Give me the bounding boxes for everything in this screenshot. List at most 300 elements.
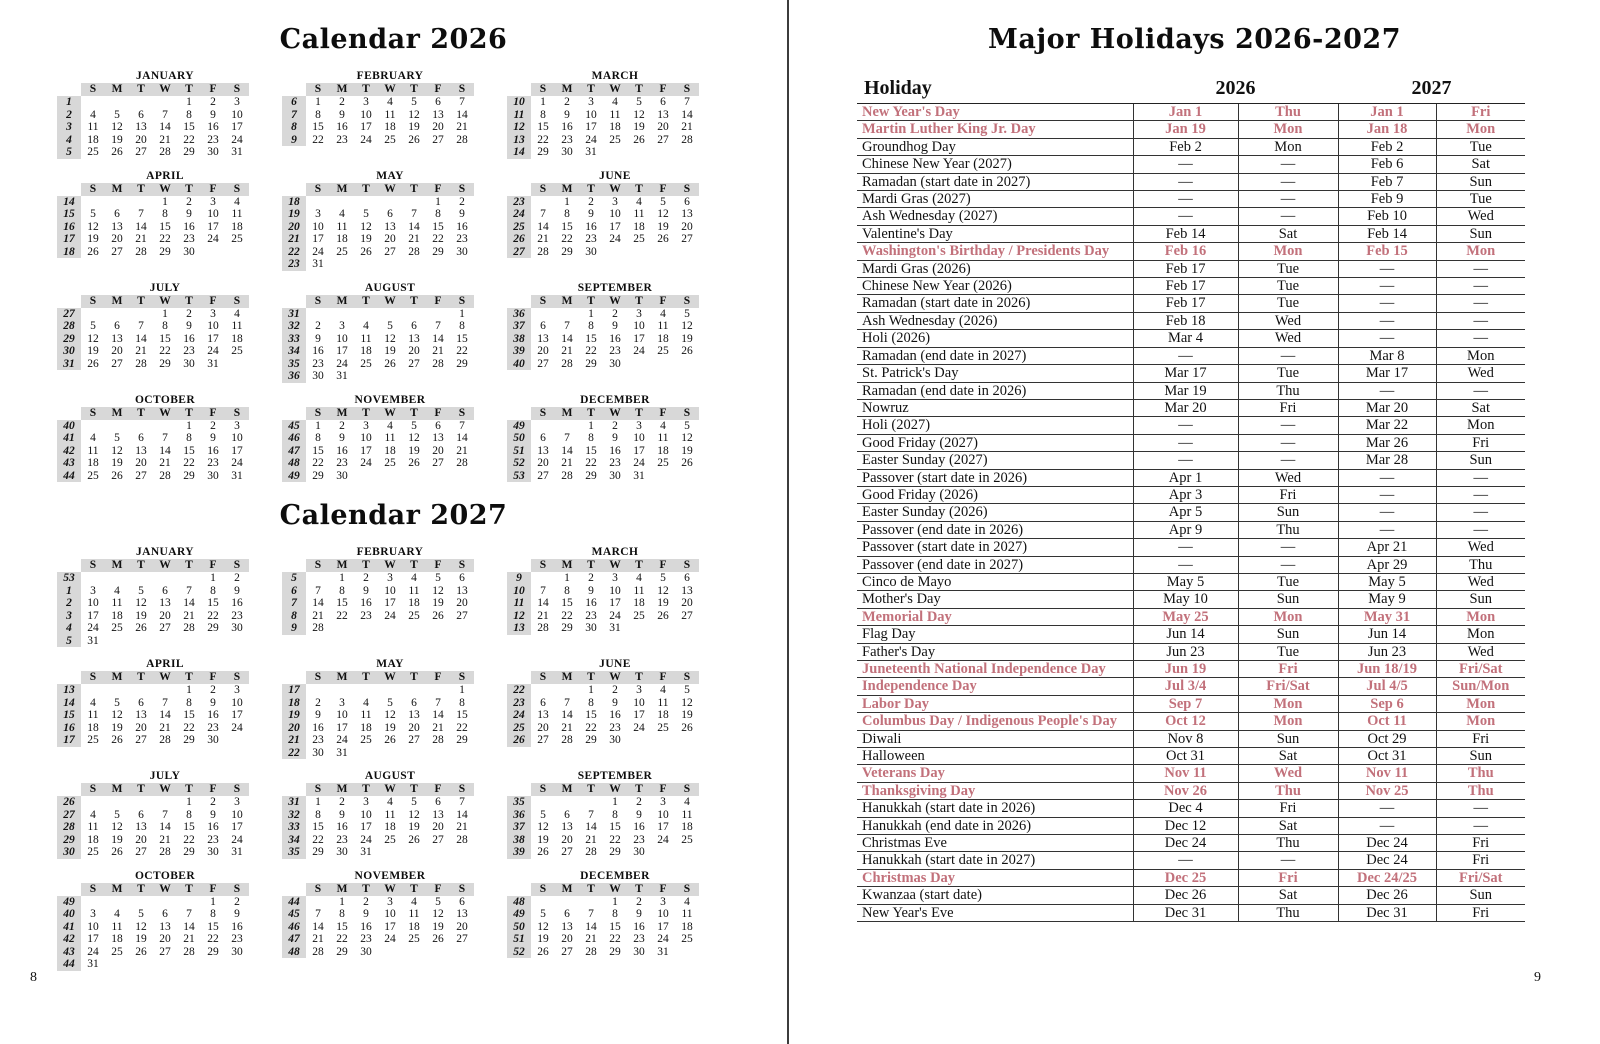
- weekday-header: W: [153, 559, 177, 572]
- day-cell: 16: [456, 220, 468, 233]
- day-cell: 26: [633, 133, 645, 146]
- day-cell: 18: [111, 609, 123, 622]
- day-cell: 31: [609, 622, 621, 634]
- weekday-header: S: [531, 559, 555, 572]
- day-cell: 10: [609, 584, 621, 597]
- day-cell: [426, 370, 450, 383]
- day-cell: [426, 308, 450, 321]
- week-number: 18: [282, 697, 306, 710]
- day-cell: 18: [384, 121, 396, 133]
- day-cell: 12: [111, 444, 123, 457]
- day-cell: 1: [186, 419, 192, 432]
- day-cell: 6: [162, 908, 168, 920]
- day-cell: 8: [162, 208, 168, 220]
- week-row: [57, 722, 249, 735]
- holiday-name: St. Patrick's Day: [857, 365, 1133, 382]
- day-cell: 9: [186, 320, 192, 332]
- weekday-header: S: [675, 83, 699, 96]
- day-cell: 25: [87, 469, 99, 482]
- day-cell: 20: [135, 457, 147, 469]
- day-cell: 17: [633, 709, 645, 721]
- day-cell: 19: [681, 332, 693, 345]
- week-row: [507, 134, 699, 147]
- day-cell: 4: [90, 432, 96, 444]
- weekday-header: T: [129, 83, 153, 96]
- weekday-header: T: [402, 559, 426, 572]
- weekday-header: T: [354, 559, 378, 572]
- day-cell: 4: [387, 796, 393, 808]
- holiday-row: [857, 434, 1525, 451]
- holiday-name: Passover (start date in 2026): [857, 469, 1133, 486]
- day-cell: 24: [609, 233, 621, 245]
- weekday-header: S: [450, 783, 474, 796]
- week-number: 3: [57, 121, 81, 134]
- week-number: 45: [282, 908, 306, 921]
- day-cell: 4: [411, 572, 417, 584]
- week-row: [57, 233, 249, 246]
- holiday-name: Chinese New Year (2026): [857, 278, 1133, 295]
- day-cell: 23: [312, 357, 324, 370]
- date-2027: Jun 23: [1338, 643, 1436, 660]
- week-row: [507, 921, 699, 934]
- weekday-header: S: [450, 83, 474, 96]
- day-cell: 4: [90, 808, 96, 821]
- weekday-2027: —: [1436, 521, 1525, 538]
- holiday-name: Ramadan (end date in 2027): [857, 347, 1133, 364]
- day-cell: 29: [609, 846, 621, 858]
- week-row: [282, 809, 474, 822]
- day-cell: 30: [231, 945, 243, 958]
- day-cell: 12: [111, 821, 123, 833]
- day-cell: 24: [609, 609, 621, 622]
- weekday-header: T: [354, 183, 378, 196]
- weekday-header: F: [651, 671, 675, 684]
- day-cell: 7: [540, 208, 546, 220]
- day-cell: 31: [231, 469, 243, 482]
- week-row: [507, 834, 699, 847]
- weekday-header: W: [603, 783, 627, 796]
- day-cell: [153, 420, 177, 433]
- day-cell: 22: [207, 933, 219, 945]
- day-cell: [129, 420, 153, 433]
- day-cell: [81, 796, 105, 809]
- date-2027: Jun 18/19: [1338, 661, 1436, 678]
- day-cell: 17: [207, 332, 219, 345]
- date-2026: —: [1133, 434, 1238, 451]
- week-row: [57, 246, 249, 259]
- day-cell: 8: [186, 432, 192, 444]
- day-cell: 6: [138, 108, 144, 121]
- weekday-header: F: [426, 183, 450, 196]
- day-cell: 19: [657, 220, 669, 233]
- holiday-name: Mardi Gras (2027): [857, 191, 1133, 208]
- week-row: [282, 333, 474, 346]
- day-cell: 12: [408, 808, 420, 821]
- weekday-header: W: [378, 183, 402, 196]
- day-cell: 30: [336, 469, 348, 482]
- day-cell: 29: [609, 945, 621, 958]
- day-cell: 25: [87, 846, 99, 858]
- day-cell: 27: [537, 357, 549, 370]
- weekday-2027: Mon: [1436, 347, 1525, 364]
- day-cell: 25: [384, 457, 396, 469]
- date-2026: Feb 2: [1133, 138, 1238, 155]
- mini-calendar-april: [57, 658, 249, 747]
- day-cell: 31: [87, 634, 99, 647]
- day-cell: 2: [363, 895, 369, 908]
- day-cell: 10: [231, 808, 243, 821]
- weekday-header: F: [201, 183, 225, 196]
- week-column-header: [507, 83, 531, 96]
- day-cell: 2: [210, 684, 216, 696]
- weekday-2026: Tue: [1238, 260, 1338, 277]
- month-title: MAY: [376, 169, 404, 182]
- day-cell: 1: [588, 307, 594, 320]
- day-cell: 19: [111, 833, 123, 846]
- day-cell: 6: [114, 208, 120, 220]
- holiday-name: New Year's Day: [857, 104, 1133, 121]
- day-cell: 8: [588, 696, 594, 709]
- date-2027: —: [1338, 817, 1436, 834]
- day-cell: 30: [207, 734, 219, 746]
- day-cell: 25: [633, 233, 645, 245]
- day-cell: 23: [336, 833, 348, 846]
- date-2027: —: [1338, 800, 1436, 817]
- day-cell: 13: [456, 908, 468, 920]
- month-title: FEBRUARY: [356, 70, 424, 83]
- day-cell: 24: [231, 457, 243, 469]
- day-cell: 28: [456, 457, 468, 469]
- day-cell: [426, 846, 450, 859]
- weekday-header: M: [105, 559, 129, 572]
- weekday-header: T: [627, 183, 651, 196]
- week-column-header: [57, 783, 81, 796]
- week-column-header: [282, 295, 306, 308]
- calendar-2026-title: Calendar 2026: [279, 24, 508, 55]
- day-cell: 27: [681, 609, 693, 622]
- week-row: [57, 208, 249, 221]
- date-2026: —: [1133, 191, 1238, 208]
- holiday-row: [857, 782, 1525, 799]
- weekday-header: W: [603, 407, 627, 420]
- day-cell: [378, 622, 402, 635]
- day-cell: 15: [183, 821, 195, 833]
- week-row: [57, 921, 249, 934]
- day-cell: 23: [336, 457, 348, 469]
- day-cell: 3: [234, 684, 240, 696]
- week-column-header: [282, 559, 306, 572]
- day-cell: [81, 572, 105, 585]
- weekday-header: W: [603, 883, 627, 896]
- day-cell: 12: [657, 208, 669, 220]
- day-cell: 28: [432, 734, 444, 746]
- day-cell: [627, 358, 651, 371]
- day-cell: 15: [456, 709, 468, 721]
- week-row: [507, 722, 699, 735]
- day-cell: 25: [609, 133, 621, 146]
- holiday-row: [857, 347, 1525, 364]
- day-cell: 22: [183, 721, 195, 734]
- day-cell: 3: [660, 895, 666, 908]
- day-cell: 26: [432, 933, 444, 945]
- day-cell: 30: [585, 245, 597, 258]
- day-cell: 3: [315, 208, 321, 220]
- day-cell: 24: [633, 457, 645, 469]
- day-cell: 10: [360, 808, 372, 821]
- calendar-2026-grid: [0, 70, 787, 482]
- day-cell: 14: [456, 808, 468, 821]
- day-cell: 7: [459, 96, 465, 108]
- day-cell: 3: [612, 572, 618, 584]
- weekday-header: S: [531, 407, 555, 420]
- week-number: 24: [507, 709, 531, 722]
- weekday-header: M: [105, 83, 129, 96]
- weekday-header: T: [579, 295, 603, 308]
- day-cell: 21: [432, 345, 444, 357]
- day-cell: 30: [183, 245, 195, 258]
- weekday-header: F: [201, 783, 225, 796]
- day-cell: 20: [135, 133, 147, 146]
- week-row: [507, 432, 699, 445]
- day-cell: 18: [231, 332, 243, 345]
- day-cell: 21: [135, 233, 147, 245]
- day-cell: 5: [114, 432, 120, 444]
- day-cell: 9: [363, 584, 369, 597]
- week-number: 3: [57, 610, 81, 623]
- holiday-name: Diwali: [857, 730, 1133, 747]
- week-number: 25: [507, 221, 531, 234]
- weekday-header: F: [426, 407, 450, 420]
- day-cell: 22: [537, 133, 549, 146]
- week-number: 37: [507, 821, 531, 834]
- weekday-2027: Fri: [1436, 104, 1525, 121]
- week-number: 23: [507, 697, 531, 710]
- weekday-header: T: [177, 83, 201, 96]
- week-row: [57, 834, 249, 847]
- weekday-2027: Tue: [1436, 138, 1525, 155]
- day-cell: 25: [111, 945, 123, 958]
- day-cell: 28: [561, 357, 573, 370]
- day-cell: 11: [111, 920, 123, 933]
- date-2026: —: [1133, 852, 1238, 869]
- holiday-row: [857, 539, 1525, 556]
- day-cell: 12: [681, 432, 693, 444]
- holiday-row: [857, 452, 1525, 469]
- weekday-header: W: [153, 671, 177, 684]
- day-cell: [402, 470, 426, 483]
- day-cell: [81, 684, 105, 697]
- day-cell: 19: [87, 233, 99, 245]
- holiday-row: [857, 800, 1525, 817]
- day-cell: 16: [336, 121, 348, 133]
- mini-calendar-september: [507, 282, 699, 371]
- week-number: 31: [282, 796, 306, 809]
- week-number: 40: [57, 420, 81, 433]
- weekday-header: T: [354, 883, 378, 896]
- holiday-row: [857, 138, 1525, 155]
- weekday-2026: Sun: [1238, 626, 1338, 643]
- weekday-header: T: [177, 407, 201, 420]
- day-cell: 17: [609, 220, 621, 233]
- weekday-2026: Mon: [1238, 713, 1338, 730]
- day-cell: 24: [360, 133, 372, 146]
- day-cell: 31: [336, 370, 348, 382]
- weekday-header: T: [579, 671, 603, 684]
- week-number: 4: [57, 622, 81, 635]
- weekday-header: M: [105, 407, 129, 420]
- date-2026: Mar 19: [1133, 382, 1238, 399]
- week-row: [57, 470, 249, 483]
- weekday-2026: —: [1238, 852, 1338, 869]
- holiday-row: [857, 887, 1525, 904]
- day-cell: 14: [561, 332, 573, 345]
- day-cell: 11: [633, 208, 645, 220]
- day-cell: 11: [657, 320, 669, 332]
- day-cell: 10: [633, 320, 645, 332]
- mini-calendar-june: [507, 658, 699, 747]
- holiday-row: [857, 608, 1525, 625]
- month-title: OCTOBER: [134, 393, 196, 406]
- day-cell: 23: [609, 345, 621, 357]
- mini-calendar-october: [57, 870, 249, 971]
- day-cell: [531, 196, 555, 209]
- week-row: [507, 445, 699, 458]
- holiday-row: [857, 312, 1525, 329]
- holiday-name: Nowruz: [857, 399, 1133, 416]
- day-cell: 1: [339, 895, 345, 908]
- weekday-header: S: [675, 183, 699, 196]
- day-cell: 17: [231, 709, 243, 721]
- day-cell: [627, 246, 651, 259]
- day-cell: 13: [408, 709, 420, 721]
- week-number: 27: [57, 308, 81, 321]
- day-cell: 30: [183, 357, 195, 370]
- weekday-2026: Thu: [1238, 382, 1338, 399]
- weekday-header: W: [378, 295, 402, 308]
- day-cell: 3: [387, 895, 393, 908]
- weekday-2027: Fri: [1436, 852, 1525, 869]
- date-2027: Oct 11: [1338, 713, 1436, 730]
- weekday-header: W: [153, 883, 177, 896]
- day-cell: 28: [585, 846, 597, 858]
- week-row: [282, 796, 474, 809]
- day-cell: 9: [339, 108, 345, 121]
- day-cell: [330, 308, 354, 321]
- day-cell: 27: [408, 734, 420, 746]
- day-cell: 24: [657, 833, 669, 846]
- week-number: 42: [57, 445, 81, 458]
- week-number: 28: [57, 320, 81, 333]
- weekday-header: F: [651, 83, 675, 96]
- day-cell: 6: [162, 584, 168, 597]
- day-cell: 22: [183, 833, 195, 846]
- date-2027: Dec 24/25: [1338, 869, 1436, 886]
- weekday-header: S: [306, 883, 330, 896]
- week-row: [282, 457, 474, 470]
- week-row: [57, 796, 249, 809]
- week-number: 8: [282, 610, 306, 623]
- day-cell: [354, 370, 378, 383]
- day-cell: [153, 958, 177, 971]
- day-cell: 26: [360, 245, 372, 258]
- holiday-row: [857, 295, 1525, 312]
- day-cell: 4: [684, 796, 690, 808]
- day-cell: 1: [540, 96, 546, 108]
- day-cell: 1: [186, 684, 192, 696]
- day-cell: 13: [681, 584, 693, 597]
- holidays-title: Major Holidays 2026-2027: [988, 24, 1401, 55]
- day-cell: 14: [183, 597, 195, 609]
- weekday-2027: Tue: [1436, 191, 1525, 208]
- day-cell: 26: [384, 357, 396, 370]
- week-column-header: [507, 883, 531, 896]
- weekday-header: S: [450, 295, 474, 308]
- holiday-row: [857, 469, 1525, 486]
- day-cell: 19: [135, 609, 147, 622]
- day-cell: [306, 684, 330, 697]
- weekday-header: S: [306, 83, 330, 96]
- week-row: [507, 809, 699, 822]
- day-cell: [651, 734, 675, 747]
- day-cell: 8: [162, 320, 168, 332]
- day-cell: 18: [609, 121, 621, 133]
- weekday-header: F: [201, 295, 225, 308]
- day-cell: 6: [564, 808, 570, 821]
- weekday-2026: —: [1238, 173, 1338, 190]
- week-number: 23: [282, 258, 306, 271]
- day-cell: 4: [234, 195, 240, 208]
- day-cell: 26: [111, 469, 123, 482]
- mini-calendar-april: [57, 170, 249, 259]
- weekday-header: F: [426, 559, 450, 572]
- day-cell: 4: [114, 584, 120, 597]
- holiday-name: Memorial Day: [857, 608, 1133, 625]
- day-cell: 14: [159, 709, 171, 721]
- day-cell: 10: [336, 709, 348, 721]
- day-cell: 15: [537, 121, 549, 133]
- date-2026: Feb 14: [1133, 225, 1238, 242]
- weekday-header: S: [450, 559, 474, 572]
- day-cell: 12: [111, 121, 123, 133]
- day-cell: 14: [159, 121, 171, 133]
- date-2026: Feb 17: [1133, 278, 1238, 295]
- day-cell: 22: [609, 933, 621, 945]
- week-number: 47: [282, 933, 306, 946]
- week-number: 11: [507, 109, 531, 122]
- day-cell: [531, 308, 555, 321]
- day-cell: 10: [657, 808, 669, 821]
- week-row: [507, 146, 699, 159]
- day-cell: 22: [183, 133, 195, 146]
- day-cell: 30: [633, 945, 645, 958]
- week-number: 36: [507, 809, 531, 822]
- day-cell: 25: [408, 609, 420, 622]
- day-cell: 16: [183, 220, 195, 233]
- day-cell: 15: [585, 709, 597, 721]
- day-cell: 23: [207, 721, 219, 734]
- date-2027: Jan 1: [1338, 104, 1436, 121]
- day-cell: 17: [231, 444, 243, 457]
- date-2027: Feb 2: [1338, 138, 1436, 155]
- day-cell: 29: [585, 734, 597, 746]
- month-title: JANUARY: [136, 546, 194, 559]
- day-cell: 16: [609, 709, 621, 721]
- day-cell: 3: [90, 908, 96, 920]
- day-cell: 15: [432, 220, 444, 233]
- week-number: 52: [507, 946, 531, 959]
- day-cell: [225, 246, 249, 259]
- day-cell: 22: [609, 833, 621, 846]
